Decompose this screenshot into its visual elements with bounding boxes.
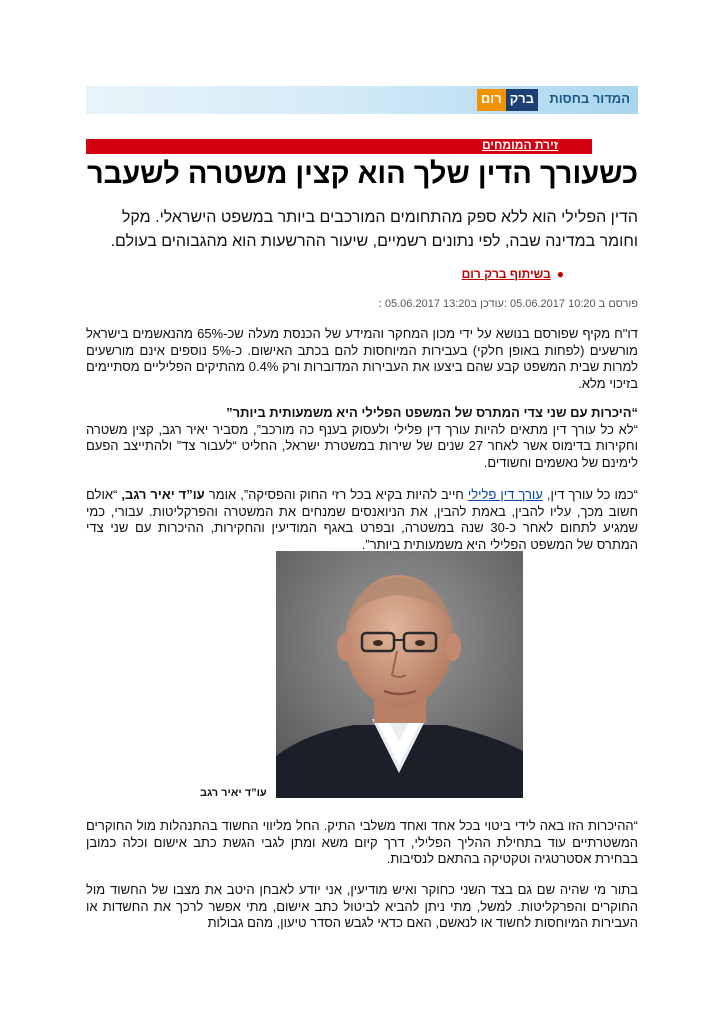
- article-lead: הדין הפלילי הוא ללא ספק מהתחומים המורכבים ביותר במשפט הישראלי. מקל וחומר במדינה שבה, לפי נתונים רשמיים, שיעור ההרשעות הוא מהגבוהים בעולם.: [110, 209, 638, 250]
- article-headline: כשעורך הדין שלך הוא קצין משטרה לשעבר: [86, 158, 638, 190]
- paragraph-1: דו"ח מקיף שפורסם בנושא על ידי מכון המחקר והמידע של הכנסת מעלה שכ-65% מהנאשמים בישראל מורשעים (לפחות באופן חלקי) בעבירות המיוחסות להם בכתב האישום. כ-5% נוספים אינם מורשעים למרות שבית המשפט קבע שהם ביצעו את העבירות המדוברות ורק 0.4% מהתיקים הפליליים מסתיימים בזיכוי מלא.: [86, 326, 639, 391]
- banner-site-name: המדור בחסות: [549, 91, 630, 106]
- lawyer-portrait: [276, 551, 523, 798]
- portrait-image: [276, 551, 523, 798]
- sponsor-logo[interactable]: [477, 89, 538, 111]
- photo-caption: עו”ד יאיר רגב: [200, 787, 267, 799]
- lawyer-name: עו”ד יאיר רגב,: [121, 487, 205, 502]
- logo-word-orange: רום: [477, 89, 506, 111]
- paragraph-2: [86, 405, 638, 471]
- cooperation-item: [462, 267, 564, 281]
- publish-dateline: פורסם ב 10:20 05.06.2017 :עודכן ב13:20 05.06.2017 :: [378, 298, 638, 310]
- criminal-lawyer-link[interactable]: עורך דין פלילי: [467, 487, 543, 502]
- paragraph-4: “ההיכרות הזו באה לידי ביטוי בכל אחד ואחד משלבי התיק. החל מליווי החשוד בהתנהלות מול החוקרים המשטרתיים עוד בתחילת ההליך הפלילי, דרך קיום משא ומתן לגבי הגשת כתב אישום וכלה כמובן בבחירת אסטרטגיה וטקטיקה בהתאם לנסיבות.: [86, 818, 638, 866]
- section-link[interactable]: זירת המומחים: [482, 138, 559, 152]
- paragraph-3: [86, 487, 638, 553]
- paragraph-3-start: “כמו כל עורך דין,: [542, 487, 638, 502]
- paragraph-5: בתור מי שהיה שם גם בצד השני כחוקר ואיש מודיעין, אני יודע לאבחן היטב את מצבו של החשוד מול החוקרים והפרקליטות. למשל, מתי ניתן להביא לביטול כתב אישום, מתי אפשר לרכך את החשדות או העבירות המיוחסות לחשוד או לנאשם, האם כדאי לגבש הסדר טיעון, מהם גבולות: [86, 882, 638, 930]
- logo-word-blue: ברק: [506, 89, 538, 111]
- cooperation-link[interactable]: בשיתוף ברק רום: [461, 267, 551, 281]
- paragraph-2-text: “לא כל עורך דין מתאים להיות עורך דין פלילי ולעסוק בענף כה מורכב”, מסביר יאיר רגב, קצין משטרה וחקירות בדימוס אשר לאחר 27 שנים של שירות במשטרת ישראל, החליט “לעבור צד” ולהתייצב הפעם לימינם של נאשמים וחשודים.: [86, 421, 638, 470]
- bullet-icon: ●: [556, 267, 564, 281]
- subheading: “היכרות עם שני צדי המתרס של המשפט הפלילי היא משמעותית ביותר”: [226, 405, 638, 420]
- paragraph-3-end: “אולם חשוב מכך, עליו להבין, באמת להבין, את הניואנסים שמנחים את המשטרה והפרקליטות. עבורי, כמי שמגיע לתחום לאחר כ-30 שנה במשטרה, ובפרט באגף המודיעין והחקירות, ההיכרות עם שני צדי המתרס של המשפט הפלילי היא משמעותית ביותר”.: [86, 487, 638, 552]
- sponsor-banner[interactable]: [86, 86, 638, 114]
- paragraph-3-mid: חייב להיות בקיא בכל רזי החוק והפסיקה”, אומר: [204, 487, 468, 502]
